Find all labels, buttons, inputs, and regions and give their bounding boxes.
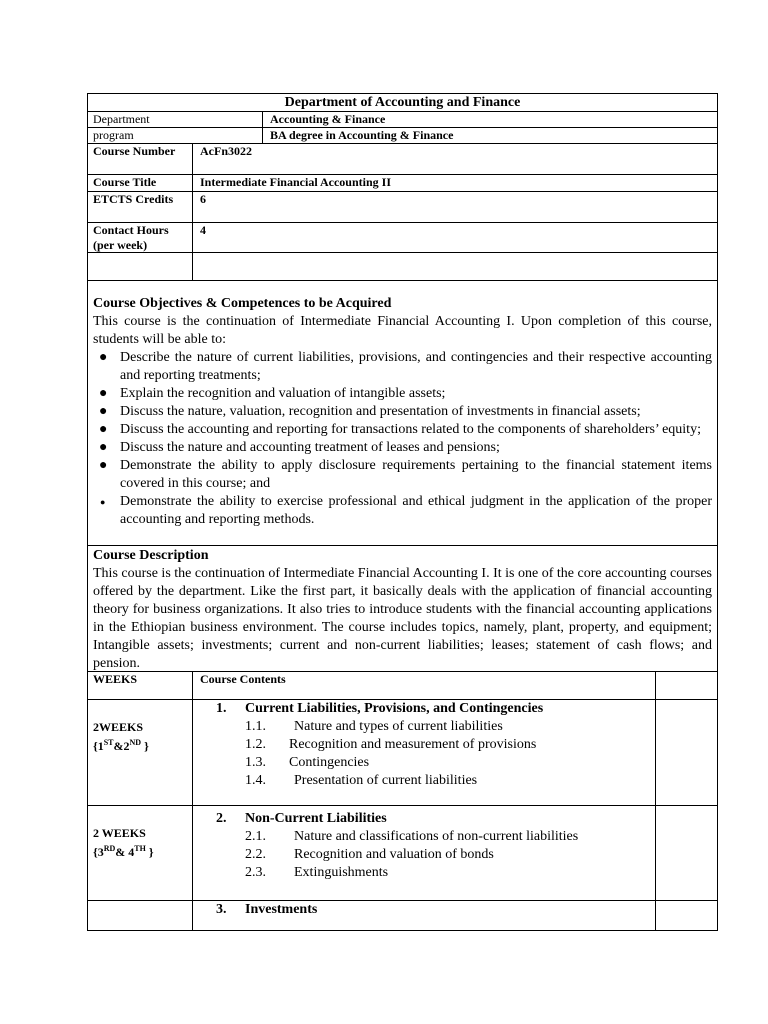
course-number-row (87, 144, 718, 175)
course-title-row (87, 175, 718, 192)
course-number-value: AcFn3022 (200, 144, 252, 158)
course-title-label: Course Title (88, 175, 193, 191)
weeks-range: {1ST&2ND } (93, 738, 149, 753)
subtopic: 2.2. Recognition and valuation of bonds (245, 847, 494, 862)
course-syllabus-document (87, 93, 718, 931)
description-section (87, 546, 718, 672)
empty-row (87, 253, 718, 281)
contents-cell (193, 901, 656, 930)
objectives-intro: This course is the continuation of Intermediate Financial Accounting I. Upon completion of this course, students will be able to: (93, 314, 712, 347)
objective-item: ● Discuss the nature and accounting treatment of leases and pensions; (99, 440, 500, 455)
weeks-cell (88, 901, 193, 930)
subtopic: 1.3. Contingencies (245, 755, 370, 770)
contact-hours-value: 4 (200, 223, 206, 237)
weeks-cell (88, 806, 193, 900)
subtopic: 2.1. Nature and classifications of non-current liabilities (245, 829, 579, 844)
contents-cell (193, 700, 656, 805)
weeks-count: 2WEEKS (93, 720, 144, 734)
department-label: Department (88, 112, 263, 127)
objectives-list (93, 349, 712, 529)
objectives-section (87, 281, 718, 546)
etcts-row (87, 192, 718, 223)
description-text: This course is the continuation of Intermediate Financial Accounting I. It is one of the core accounting courses offered by the department. Like the first part, it basically deals with the application of financial accounting theory for business organizations. It also tries to introduce students with the financial accounting applications in the Ethiopian business environment. The course includes topics, namely, plant, property, and equipment; Intangible assets; investments; current and non-current liabilities; leases; statement of cash flows; and pension. (93, 566, 712, 671)
subtopic: 1.1. Nature and types of current liabilities (245, 719, 503, 734)
course-number-label: Course Number (88, 144, 193, 174)
department-row (87, 112, 718, 128)
schedule-header-row (87, 672, 718, 700)
unit-title: 3. Investments (216, 902, 318, 917)
objective-item: ● Explain the recognition and valuation of intangible assets; (99, 386, 446, 401)
objective-item: ● Demonstrate the ability to exercise professional and ethical judgment in the application of the proper accounting and reporting methods. (100, 494, 712, 527)
objective-item: ● Discuss the accounting and reporting for transactions related to the components of shareholders’ equity; (99, 422, 701, 437)
unit-title: 2. Non-Current Liabilities (216, 811, 387, 826)
subtopic: 2.3. Extinguishments (245, 865, 389, 880)
course-title-value: Intermediate Financial Accounting II (200, 175, 391, 189)
schedule-row (87, 901, 718, 931)
weeks-range: {3RD& 4TH } (93, 844, 154, 859)
weeks-count: 2 WEEKS (93, 826, 146, 840)
objective-item: ● Discuss the nature, valuation, recognition and presentation of investments in financial assets; (99, 404, 641, 419)
program-row (87, 128, 718, 144)
objective-item: ● Demonstrate the ability to apply disclosure requirements pertaining to the financial statement items covered in this course; and (99, 458, 712, 491)
department-header: Department of Accounting and Finance (284, 95, 521, 110)
weeks-header: WEEKS (88, 672, 193, 699)
contact-hours-row (87, 223, 718, 253)
subtopic: 1.4. Presentation of current liabilities (245, 773, 478, 788)
contact-hours-label: Contact Hours (per week) (88, 223, 193, 252)
program-label: program (88, 128, 263, 143)
schedule-row (87, 700, 718, 806)
unit-title: 1. Current Liabilities, Provisions, and Contingencies (216, 701, 544, 716)
contents-header: Course Contents (193, 672, 656, 699)
subtopic: 1.2. Recognition and measurement of provisions (245, 737, 537, 752)
contents-cell (193, 806, 656, 900)
description-heading: Course Description (93, 548, 209, 563)
department-value: Accounting & Finance (270, 112, 386, 126)
objectives-heading: Course Objectives & Competences to be Acquired (93, 296, 392, 311)
objective-item: ● Describe the nature of current liabilities, provisions, and contingencies and their respective accounting and reporting treatments; (99, 350, 712, 383)
etcts-value: 6 (200, 192, 206, 206)
program-value: BA degree in Accounting & Finance (270, 128, 454, 142)
empty-cell (88, 253, 193, 280)
department-header-row (87, 93, 718, 112)
schedule-row (87, 806, 718, 901)
weeks-cell (88, 700, 193, 805)
etcts-label: ETCTS Credits (88, 192, 193, 222)
